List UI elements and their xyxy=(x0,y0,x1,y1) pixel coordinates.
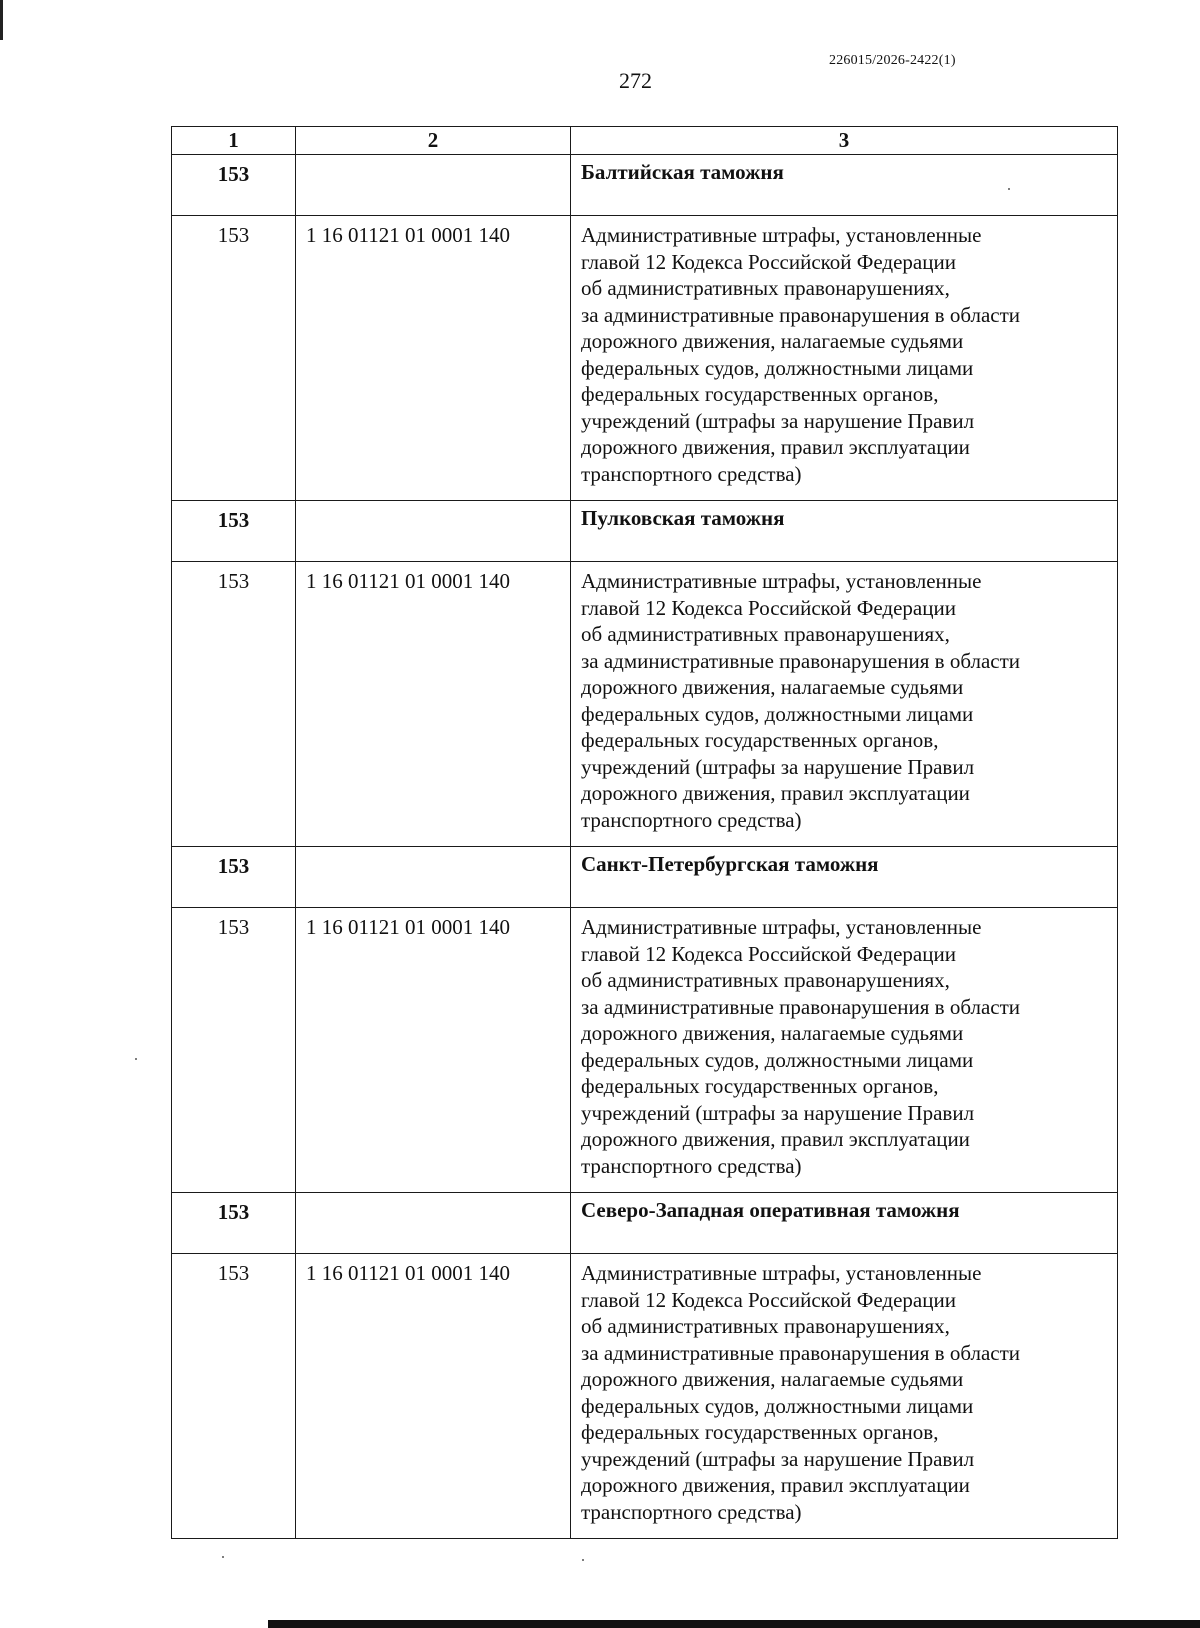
table-header-row xyxy=(172,127,1118,155)
admin-code-cell: 153 xyxy=(172,908,296,1193)
description-cell: Административные штрафы, установленные главой 12 Кодекса Российской Федерации об административных правонарушениях, за административные правонарушения в области дорожного движения, налагаемые судьями федеральных судов, должностными лицами федеральных государственных органов, учреждений (штрафы за нарушение Правил дорожного движения, правил эксплуатации транспортного средства) xyxy=(571,908,1118,1193)
kbk-cell xyxy=(296,1193,571,1254)
scan-speck xyxy=(1008,188,1010,190)
scan-speck xyxy=(135,1058,137,1060)
document-code: 226015/2026-2422(1) xyxy=(829,53,956,68)
table-row-entry xyxy=(172,216,1118,501)
description-cell: Административные штрафы, установленные главой 12 Кодекса Российской Федерации об административных правонарушениях, за административные правонарушения в области дорожного движения, налагаемые судьями федеральных судов, должностными лицами федеральных государственных органов, учреждений (штрафы за нарушение Правил дорожного движения, правил эксплуатации транспортного средства) xyxy=(571,562,1118,847)
admin-code-cell: 153 xyxy=(172,155,296,216)
table-row-entry xyxy=(172,562,1118,847)
scan-speck xyxy=(582,1559,584,1561)
kbk-cell: 1 16 01121 01 0001 140 xyxy=(296,1254,571,1539)
kbk-cell: 1 16 01121 01 0001 140 xyxy=(296,908,571,1193)
scan-edge-mark xyxy=(0,0,3,40)
description-cell: Административные штрафы, установленные главой 12 Кодекса Российской Федерации об административных правонарушениях, за административные правонарушения в области дорожного движения, налагаемые судьями федеральных судов, должностными лицами федеральных государственных органов, учреждений (штрафы за нарушение Правил дорожного движения, правил эксплуатации транспортного средства) xyxy=(571,216,1118,501)
kbk-cell xyxy=(296,847,571,908)
scan-bottom-edge xyxy=(268,1620,1200,1628)
column-header-1: 1 xyxy=(172,127,296,155)
table-row-org xyxy=(172,501,1118,562)
kbk-cell xyxy=(296,155,571,216)
scan-speck xyxy=(222,1556,224,1558)
table-row-org xyxy=(172,1193,1118,1254)
table-row-org xyxy=(172,155,1118,216)
org-name-cell: Пулковская таможня xyxy=(571,501,1118,562)
description-cell: Административные штрафы, установленные главой 12 Кодекса Российской Федерации об административных правонарушениях, за административные правонарушения в области дорожного движения, налагаемые судьями федеральных судов, должностными лицами федеральных государственных органов, учреждений (штрафы за нарушение Правил дорожного движения, правил эксплуатации транспортного средства) xyxy=(571,1254,1118,1539)
org-name-cell: Северо-Западная оперативная таможня xyxy=(571,1193,1118,1254)
page-number: 272 xyxy=(619,68,652,93)
admin-code-cell: 153 xyxy=(172,1254,296,1539)
admin-code-cell: 153 xyxy=(172,216,296,501)
kbk-cell xyxy=(296,501,571,562)
budget-codes-table xyxy=(171,126,1118,1539)
admin-code-cell: 153 xyxy=(172,847,296,908)
column-header-2: 2 xyxy=(296,127,571,155)
table-row-org xyxy=(172,847,1118,908)
table-row-entry xyxy=(172,908,1118,1193)
kbk-cell: 1 16 01121 01 0001 140 xyxy=(296,216,571,501)
admin-code-cell: 153 xyxy=(172,562,296,847)
admin-code-cell: 153 xyxy=(172,1193,296,1254)
org-name-cell: Санкт-Петербургская таможня xyxy=(571,847,1118,908)
table-row-entry xyxy=(172,1254,1118,1539)
kbk-cell: 1 16 01121 01 0001 140 xyxy=(296,562,571,847)
column-header-3: 3 xyxy=(571,127,1118,155)
org-name-cell: Балтийская таможня xyxy=(571,155,1118,216)
admin-code-cell: 153 xyxy=(172,501,296,562)
